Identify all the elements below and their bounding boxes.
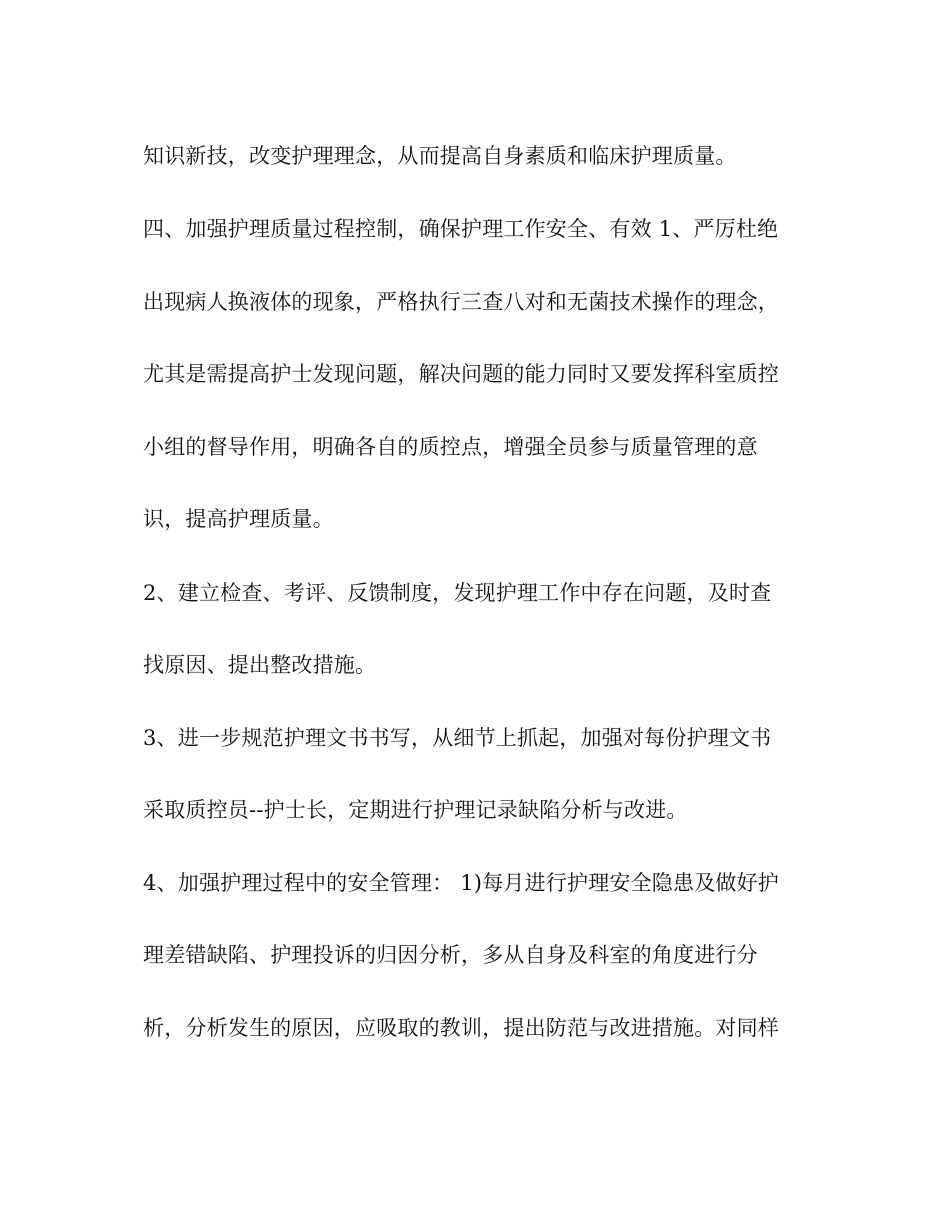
body-text-line: 知识新技，改变护理理念，从而提高自身素质和临床护理质量。 xyxy=(143,144,737,168)
body-text-line: 识，提高护理质量。 xyxy=(143,507,334,531)
body-text-line: 四、加强护理质量过程控制，确保护理工作安全、有效 1、严厉杜绝 xyxy=(143,217,779,241)
body-text-line: 尤其是需提高护士发现问题，解决问题的能力同时又要发挥科室质控 xyxy=(143,362,779,386)
body-text-line: 2、建立检查、考评、反馈制度，发现护理工作中存在问题，及时查 xyxy=(143,581,772,605)
body-text-line: 3、进一步规范护理文书书写，从细节上抓起，加强对每份护理文书 xyxy=(143,726,772,750)
body-text-line: 析，分析发生的原因，应吸取的教训，提出防范与改进措施。对同样 xyxy=(143,1016,779,1040)
body-text-line: 4、加强护理过程中的安全管理： 1)每月进行护理安全隐患及做好护 xyxy=(143,871,779,895)
body-text-line: 出现病人换液体的现象，严格执行三查八对和无菌技术操作的理念， xyxy=(143,290,779,314)
body-text-line: 小组的督导作用，明确各自的质控点，增强全员参与质量管理的意 xyxy=(143,435,758,459)
body-text-line: 采取质控员--护士长，定期进行护理记录缺陷分析与改进。 xyxy=(143,798,688,822)
body-text-line: 理差错缺陷、护理投诉的归因分析，多从自身及科室的角度进行分 xyxy=(143,943,758,967)
body-text-line: 找原因、提出整改措施。 xyxy=(143,653,377,677)
